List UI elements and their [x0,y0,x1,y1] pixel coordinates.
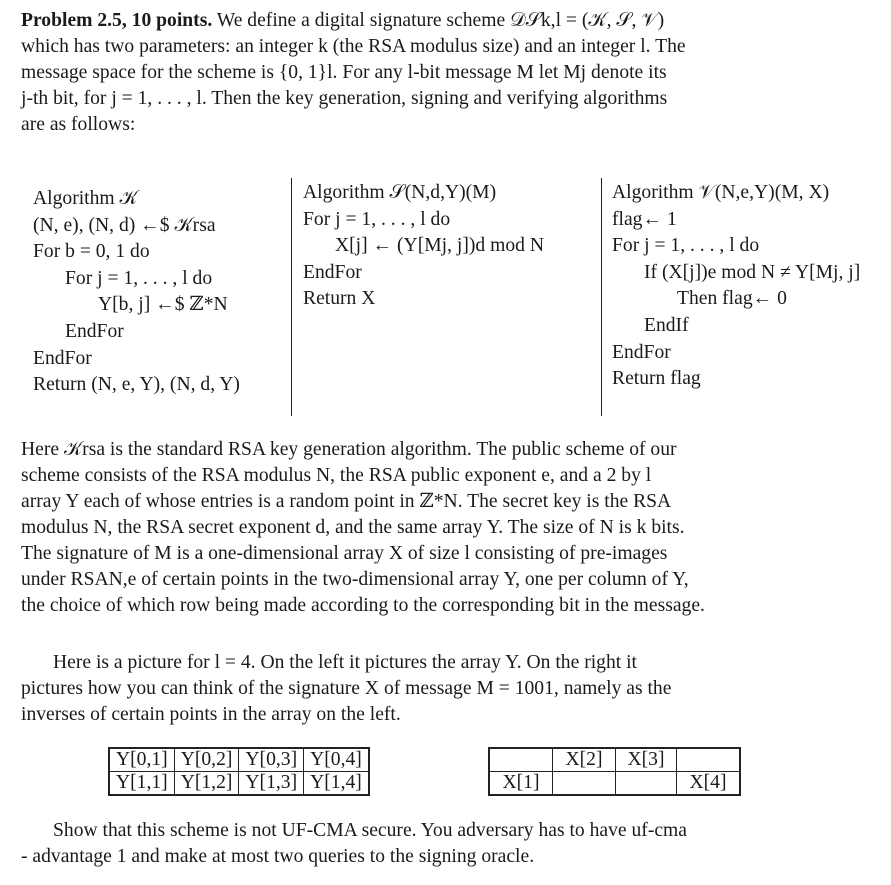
task-line: Show that this scheme is not UF-CMA secure. You adversary has to have uf-cma [53,820,687,841]
keygen-line: For j = 1, . . . , l do [65,267,213,289]
signature-x-cell: X[1] [489,772,553,796]
signature-x-cell [677,748,741,772]
signature-x-table [488,747,741,796]
sign-line: For j = 1, . . . , l do [303,208,451,230]
verify-line: For j = 1, . . . , l do [612,235,760,257]
verify-line: Then flag← 0 [677,288,787,310]
verify-line: EndIf [644,314,689,336]
array-y-table [108,747,370,796]
sign-algorithm [303,180,595,313]
intro-line-1: We define a digital signature scheme 𝒟𝒮k,l = (𝒦, 𝒮, 𝒱) [216,10,665,31]
table-row [489,748,740,772]
signature-x-cell [616,772,677,796]
signature-x-cell: X[3] [616,748,677,772]
keygen-line: (N, e), (N, d) ←$ 𝒦rsa [33,214,216,236]
array-y-cell: Y[0,4] [304,748,369,772]
array-y-cell: Y[0,2] [174,748,239,772]
signature-x-cell: X[4] [677,772,741,796]
table-row [109,748,369,772]
keygen-title: Algorithm 𝒦 [33,188,138,209]
scheme-description [21,437,819,619]
signature-x-cell [553,772,616,796]
picture-line: pictures how you can think of the signature X of message M = 1001, namely as the [21,678,672,699]
task-line: - advantage 1 and make at most two queries to the signing oracle. [21,846,535,867]
intro-line-5: are as follows: [21,114,136,135]
desc-line: array Y each of whose entries is a random point in ℤ*N. The secret key is the RSA [21,491,672,512]
array-y-cell: Y[0,3] [239,748,304,772]
desc-line: Here 𝒦rsa is the standard RSA key generation algorithm. The public scheme of our [21,439,677,460]
verify-line: EndFor [612,341,671,363]
sign-line: Return X [303,288,376,310]
desc-line: modulus N, the RSA secret exponent d, and the same array Y. The size of N is k bits. [21,517,685,538]
column-divider [291,178,292,416]
keygen-line: EndFor [65,320,124,342]
verify-line: flag← 1 [612,208,677,230]
sign-line: EndFor [303,261,362,283]
keygen-line: EndFor [33,347,92,369]
array-y-cell: Y[0,1] [109,748,174,772]
desc-line: the choice of which row being made according to the corresponding bit in the message. [21,595,705,616]
keygen-algorithm [33,186,288,399]
picture-explanation [21,650,819,728]
picture-line: Here is a picture for l = 4. On the left it pictures the array Y. On the right it [53,652,637,673]
intro-line-4: j-th bit, for j = 1, . . . , l. Then the key generation, signing and verifying algorithms [21,88,668,109]
table-row [489,772,740,796]
verify-line: Return flag [612,368,701,390]
keygen-line: Return (N, e, Y), (N, d, Y) [33,374,240,396]
task-statement [21,818,819,870]
desc-line: The signature of M is a one-dimensional array X of size l consisting of pre-images [21,543,668,564]
array-y-cell: Y[1,4] [304,772,369,796]
verify-line: If (X[j])e mod N ≠ Y[Mj, j] [644,261,861,283]
verify-algorithm [612,180,891,393]
signature-x-cell: X[2] [553,748,616,772]
array-y-cell: Y[1,2] [174,772,239,796]
intro-line-3: message space for the scheme is {0, 1}l. For any l-bit message M let Mj denote its [21,62,667,83]
keygen-line: Y[b, j] ←$ ℤ*N [98,294,228,316]
signature-x-cell [489,748,553,772]
keygen-line: For b = 0, 1 do [33,241,150,263]
array-y-cell: Y[1,1] [109,772,174,796]
column-divider [601,178,602,416]
problem-statement [21,8,819,138]
verify-title: Algorithm 𝒱(N,e,Y)(M, X) [612,182,830,203]
picture-line: inverses of certain points in the array on the left. [21,704,401,725]
array-y-cell: Y[1,3] [239,772,304,796]
desc-line: scheme consists of the RSA modulus N, the RSA public exponent e, and a 2 by l [21,465,652,486]
table-row [109,772,369,796]
problem-heading: Problem 2.5, 10 points. [21,10,213,31]
desc-line: under RSAN,e of certain points in the two-dimensional array Y, one per column of Y, [21,569,689,590]
intro-line-2: which has two parameters: an integer k (the RSA modulus size) and an integer l. The [21,36,686,57]
sign-line: X[j] ← (Y[Mj, j])d mod N [335,235,544,257]
sign-title: Algorithm 𝒮(N,d,Y)(M) [303,182,497,203]
